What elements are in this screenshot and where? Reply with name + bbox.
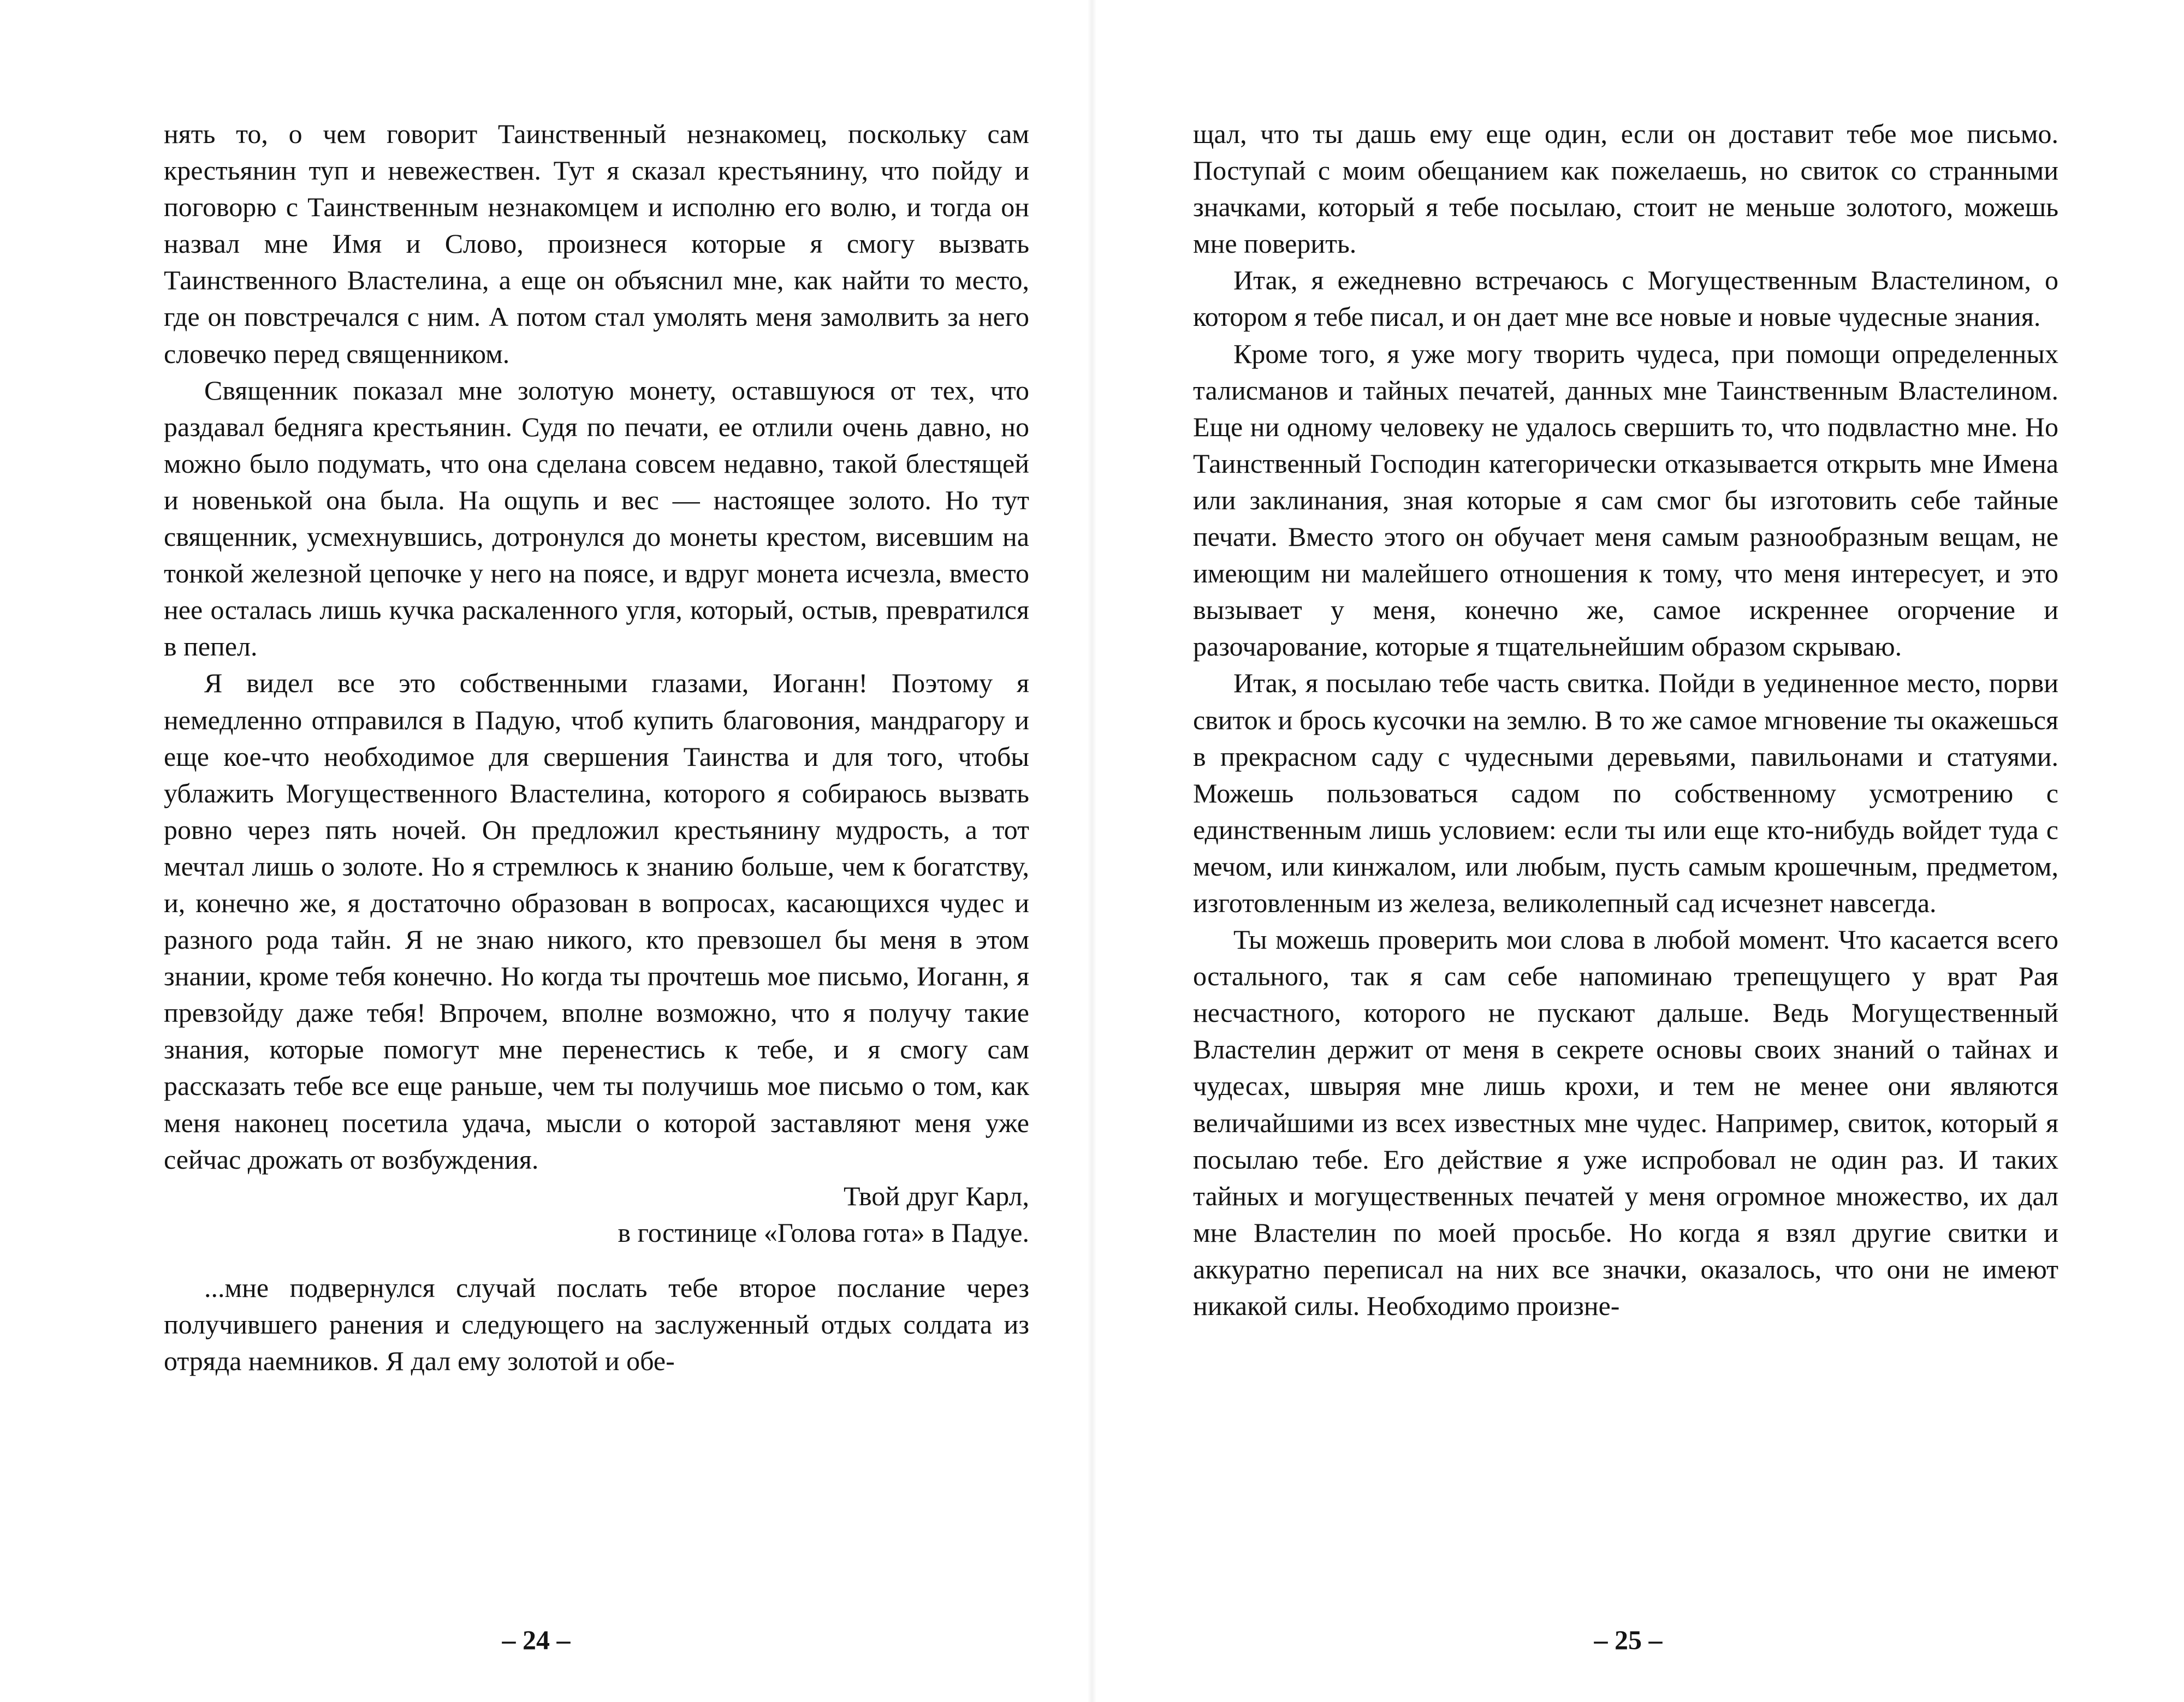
right-paragraph-3: Кроме того, я уже могу творить чудеса, при помощи определенных талисманов и тайных печатей, данных мне Таинственным Властелином. Еще ни одному человеку не удалось свершить то, что подвластно мне. Но Таинственный Господин категорически отказывается открыть мне Имена или заклинания, зная которые я сам смог бы изготовить себе тайные печати. Вместо этого он обучает меня самым разнообразным вещам, не имеющим ни малейшего отношения к тому, что меня интересует, и это вызывает у меня, конечно же, самое искреннее огорчение и разочарование, которые я тщательнейшим образом скрываю. (1193, 338, 2058, 662)
left-paragraph-3: Я видел все это собственными глазами, Иоганн! Поэтому я немедленно отправился в Падую, чтоб купить благовония, мандрагору и еще кое-что необходимое для свершения Таинства и для того, чтобы ублажить Могущественного Властелина, которого я собираюсь вызвать ровно через пять ночей. Он предложил крестьянину мудрость, а тот мечтал лишь о золоте. Но я стремлюсь к знанию больше, чем к богатству, и, конечно же, я достаточно образован в вопросах, касающихся чудес и разного рода тайн. Я не знаю никого, кто превзошел бы меня в этом знании, кроме тебя конечно. Но когда ты прочтешь мое письмо, Иоганн, я превзойду даже тебя! Впрочем, вполне возможно, что я получу такие знания, которые помогут мне перенестись к тебе, и я смогу сам рассказать тебе все еще раньше, чем ты получишь мое письмо о том, как меня наконец посетила удача, мысли о которой заставляют меня уже сейчас дрожать от возбуждения. (164, 668, 1029, 1175)
signature-place: в гостинице «Голова гота» в Падуе. (618, 1217, 1029, 1248)
right-paragraph-4: Итак, я посылаю тебе часть свитка. Пойди в уединенное место, порви свиток и брось кусочки на землю. В то же самое мгновение ты окажешься в прекрасном саду с чудесными деревьями, павильонами и статуями. Можешь пользоваться садом по собственному усмотрению с единственным лишь условием: если ты или еще кто-нибудь войдет туда с мечом, или кинжалом, или любым, пусть самым крошечным, предметом, изготовленным из железа, великолепный сад исчезнет навсегда. (1193, 668, 2058, 918)
right-paragraph-2: Итак, я ежедневно встречаюсь с Могущественным Властелином, о котором я тебе писал, и он дает мне все новые и новые чудесные знания. (1193, 265, 2058, 332)
left-page-text (164, 116, 1029, 1379)
left-paragraph-2: Священник показал мне золотую монету, оставшуюся от тех, что раздавал бедняга крестьянин. Судя по печати, ее отлили очень давно, но можно было подумать, что она сделана совсем недавно, такой блестящей и новенькой она была. На ощупь и вес — настоящее золото. Но тут священник, усмехнувшись, дотронулся до монеты крестом, висевшим на тонкой железной цепочке у него на поясе, и вдруг монета исчезла, вместо нее осталась лишь кучка раскаленного угля, который, остыв, превратился в пепел. (164, 374, 1029, 662)
right-page-text (1193, 116, 2058, 1324)
page-number-left: – 24 – (502, 1624, 571, 1655)
right-page (1092, 0, 2184, 1702)
page-number-right: – 25 – (1594, 1624, 1663, 1655)
signature-name: Твой друг Карл, (843, 1180, 1029, 1211)
right-paragraph-5: Ты можешь проверить мои слова в любой момент. Что касается всего остального, так я сам себе напоминаю трепещущего у врат Рая несчастного, которого не пускают дальше. Ведь Могущественный Властелин держит от меня в секрете основы своих знаний о тайнах и чудесах, швыряя мне лишь крохи, и тем не менее они являются величайшими из всех известных мне чудес. Например, свиток, который я посылаю тебе. Его действие я уже испробовал не один раз. И таких тайных и могущественных печатей у меня огромное множество, их дал мне Властелин по моей просьбе. Но когда я взял другие свитки и аккуратно переписал на них все значки, оказалось, что они не имеют никакой силы. Необходимо произне- (1193, 924, 2058, 1321)
letter-fragment: ...мне подвернулся случай послать тебе второе послание через получившего ранения и следующего на заслуженный отдых солдата из отряда наемников. Я дал ему золотой и обе- (164, 1272, 1029, 1377)
left-paragraph-1: нять то, о чем говорит Таинственный незнакомец, поскольку сам крестьянин туп и невежествен. Тут я сказал крестьянину, что пойду и поговорю с Таинственным незнакомцем и исполню его волю, и тогда он назвал мне Имя и Слово, произнеся которые я смогу вызвать Таинственного Властелина, а еще он объяснил мне, как найти то место, где он повстречался с ним. А потом стал умолять меня замолвить за него словечко перед священником. (164, 118, 1029, 369)
right-paragraph-1: щал, что ты дашь ему еще один, если он доставит тебе мое письмо. Поступай с моим обещанием как пожелаешь, но свиток со странными значками, который я тебе посылаю, стоит не меньше золотого, можешь мне поверить. (1193, 118, 2058, 259)
